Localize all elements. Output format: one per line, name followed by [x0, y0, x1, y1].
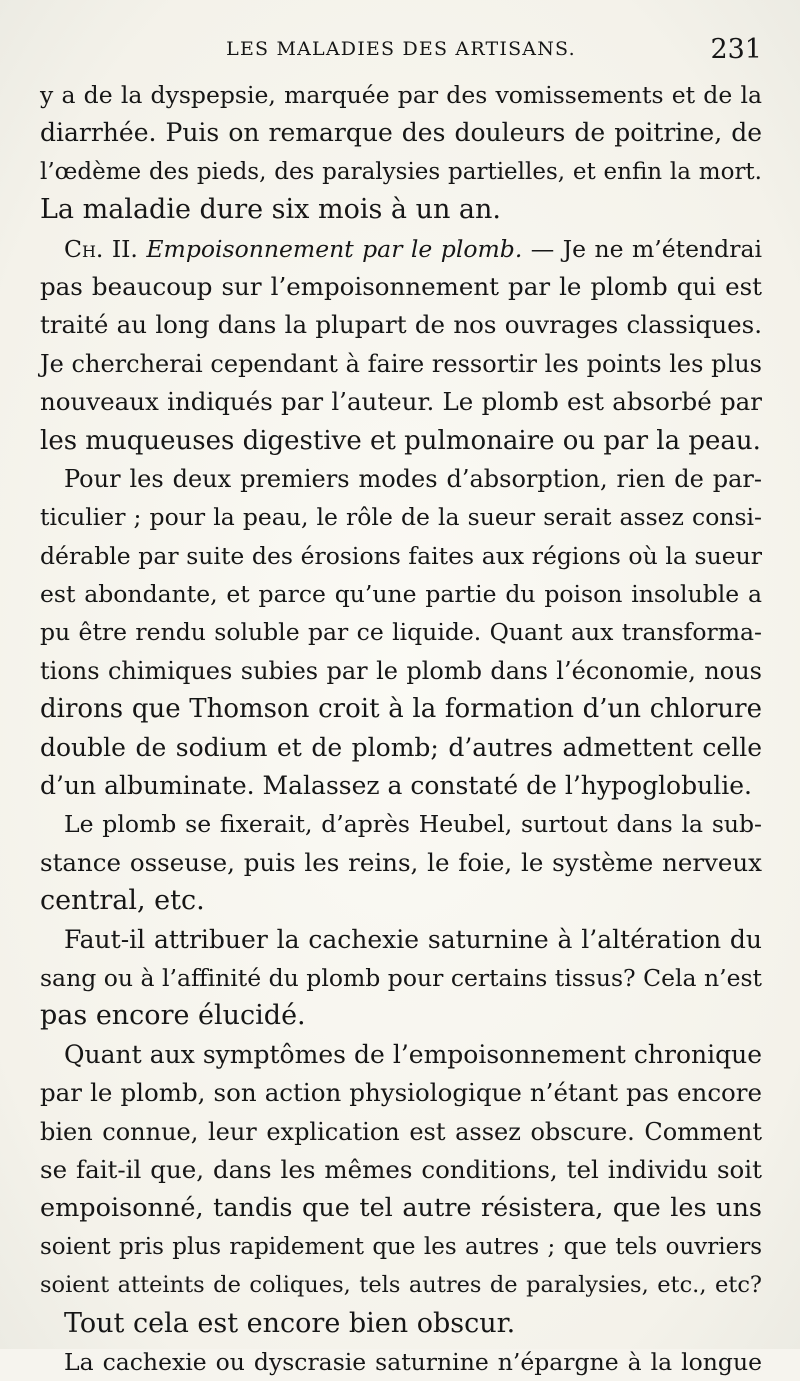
text-line: La cachexie ou dyscrasie saturnine n’épargne à la longue	[64, 1347, 762, 1376]
text-line: pu être rendu soluble par ce liquide. Quant aux transforma-	[40, 618, 762, 647]
chapter-title: Empoisonnement par le plomb.	[146, 234, 523, 263]
running-title: LES MALADIES DES ARTISANS.	[226, 38, 576, 60]
text-line: pas beaucoup sur l’empoisonnement par le plomb qui est	[40, 271, 762, 301]
page-number: 231	[710, 34, 762, 65]
text-line: d’un albuminate. Malassez a constaté de l’hypoglobulie.	[40, 771, 752, 801]
text-line: soient pris plus rapidement que les autres ; que tels ouvriers	[40, 1233, 762, 1260]
text-line: sang ou à l’affinité du plomb pour certains tissus? Cela n’est	[40, 963, 762, 992]
text-line: double de sodium et de plomb; d’autres admettent celle	[40, 732, 762, 762]
text-line: est abondante, et parce qu’une partie du poison insoluble a	[40, 580, 762, 609]
text-line: Tout cela est encore bien obscur.	[64, 1307, 516, 1339]
text-line: empoisonné, tandis que tel autre résistera, que les uns	[40, 1193, 762, 1224]
text-line: soient atteints de coliques, tels autres de paralysies, etc., etc?	[40, 1272, 762, 1299]
text-line: Faut-il attribuer la cachexie saturnine à l’altération du	[64, 924, 762, 954]
text-line: pas encore élucidé.	[40, 1000, 306, 1032]
text-body	[40, 76, 762, 1381]
text-line: central, etc.	[40, 885, 205, 917]
text-line: bien connue, leur explication est assez obscure. Comment	[40, 1117, 762, 1146]
text-line: dérable par suite des érosions faites aux régions où la sueur	[40, 541, 762, 570]
text-line: stance osseuse, puis les reins, le foie, le système nerveux	[40, 847, 762, 877]
text-line: diarrhée. Puis on remarque des douleurs de poitrine, de	[40, 118, 762, 148]
text-line: Le plomb se fixerait, d’après Heubel, surtout dans la sub-	[64, 810, 762, 839]
text-line: Pour les deux premiers modes d’absorption, rien de par-	[64, 464, 762, 493]
text-line: y a de la dyspepsie, marquée par des vomissements et de la	[40, 81, 762, 109]
text-line: se fait-il que, dans les mêmes conditions, tel individu soit	[40, 1154, 762, 1184]
text-line: Je chercherai cependant à faire ressortir les points les plus	[40, 349, 762, 378]
text-line: tions chimiques subies par le plomb dans l’économie, nous	[40, 656, 762, 685]
chapter-heading-rest: — Je ne m’étendrai	[522, 234, 762, 263]
text-line: Quant aux symptômes de l’empoisonnement chronique	[64, 1039, 762, 1069]
text-line: traité au long dans la plupart de nos ouvrages classiques.	[40, 310, 762, 340]
text-line: nouveaux indiqués par l’auteur. Le plomb est absorbé par	[40, 387, 762, 417]
text-line: l’œdème des pieds, des paralysies partielles, et enfin la mort.	[40, 158, 762, 185]
running-header	[40, 28, 762, 72]
text-line: les muqueuses digestive et pulmonaire ou par la peau.	[40, 425, 761, 456]
text-line: par le plomb, son action physiologique n’étant pas encore	[40, 1078, 762, 1108]
chapter-heading-line	[40, 230, 762, 268]
text-line: La maladie dure six mois à un an.	[40, 194, 502, 226]
text-line: dirons que Thomson croit à la formation d’un chlorure	[40, 694, 762, 725]
text-line: ticulier ; pour la peau, le rôle de la sueur serait assez consi-	[40, 503, 762, 532]
chapter-label: Ch. II.	[64, 234, 138, 263]
